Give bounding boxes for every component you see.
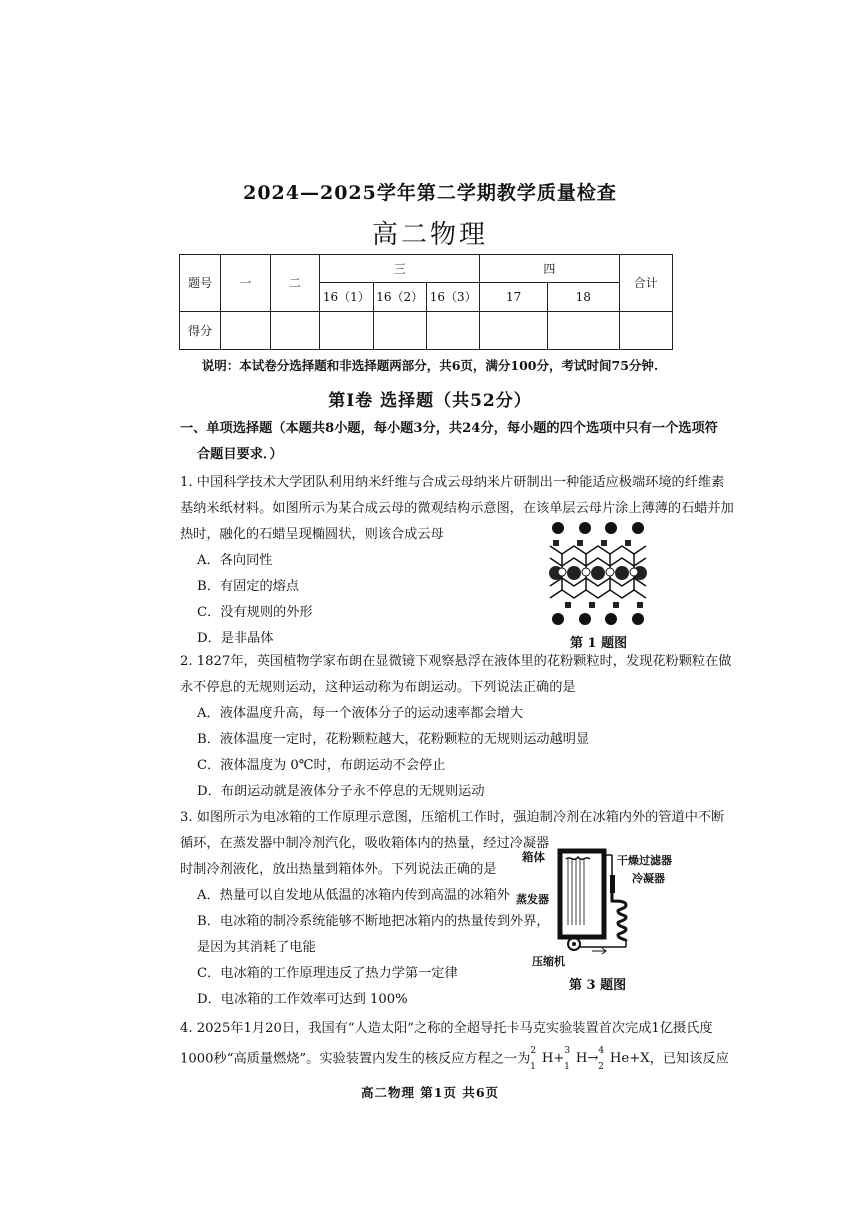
col-part-1: 一 xyxy=(221,255,270,312)
q4-line2-post: ，已知该反应 xyxy=(649,1051,729,1067)
col-part-3: 三 xyxy=(320,255,480,283)
q1-figure-caption: 第 1 题图 xyxy=(570,636,628,651)
col-total: 合计 xyxy=(619,255,673,312)
q4-line2 xyxy=(180,1043,729,1077)
fig3-label-compressor: 压缩机 xyxy=(532,955,565,968)
score-cell[interactable] xyxy=(426,311,479,349)
col-18: 18 xyxy=(547,283,619,311)
q3-option-c: C．电冰箱的工作原理违反了热力学第一定律 xyxy=(197,966,458,981)
q3-option-d: D．电冰箱的工作效率可达到 100% xyxy=(197,992,408,1007)
fig3-label-condenser: 冷凝器 xyxy=(632,872,665,885)
page-footer: 高二物理 第1页 共6页 xyxy=(360,1085,500,1100)
fig3-label-box: 箱体 xyxy=(522,850,545,864)
q3-option-a: A．热量可以自发地从低温的冰箱内传到高温的冰箱外 xyxy=(197,888,510,903)
q3-line1: 3. 如图所示为电冰箱的工作原理示意图，压缩机工作时，强迫制冷剂在冰箱内外的管道中不断 xyxy=(180,810,725,825)
score-cell[interactable] xyxy=(480,311,548,349)
col-part-2: 二 xyxy=(270,255,319,312)
q3-line2: 循环，在蒸发器中制冷剂汽化，吸收箱体内的热量，经过冷凝器 xyxy=(180,836,550,851)
score-cell[interactable] xyxy=(320,311,373,349)
score-cell[interactable] xyxy=(270,311,319,349)
col-16-3: 16（3） xyxy=(426,283,479,311)
score-table xyxy=(179,254,673,350)
part1-heading-line1: 一、单项选择题（本题共8小题，每小题3分，共24分，每小题的四个选项中只有一个选项符 xyxy=(180,421,718,436)
score-cell[interactable] xyxy=(547,311,619,349)
q1-option-d: D．是非晶体 xyxy=(197,631,274,646)
row-label-question: 题号 xyxy=(180,255,221,312)
q2-option-c: C．液体温度为 0℃时，布朗运动不会停止 xyxy=(197,758,446,773)
mica-structure-figure xyxy=(548,518,648,630)
exam-title: 2024—2025学年第二学期教学质量检查 xyxy=(243,182,617,204)
fig3-label-filter: 干燥过滤器 xyxy=(617,854,672,867)
col-part-4: 四 xyxy=(480,255,619,283)
q1-line1: 1. 中国科学技术大学团队利用纳米纤维与合成云母纳米片研制出一种能适应极端环境的纤维素 xyxy=(180,475,725,490)
q3-figure-caption: 第 3 题图 xyxy=(569,978,627,993)
q4-line1: 4. 2025年1月20日，我国有“人造太阳”之称的全超导托卡马克实验装置首次完成1亿摄氏度 xyxy=(180,1021,713,1036)
q4-line2-pre: 1000秒“高质量燃烧”。实验装置内发生的核反应方程之一为 xyxy=(180,1051,531,1067)
col-17: 17 xyxy=(480,283,548,311)
q2-option-b: B．液体温度一定时，花粉颗粒越大，花粉颗粒的无规则运动越明显 xyxy=(197,732,590,747)
row-label-score: 得分 xyxy=(180,311,221,349)
q2-line2: 永不停息的无规则运动，这种运动称为布朗运动。下列说法正确的是 xyxy=(180,680,576,695)
subject-title: 高二物理 xyxy=(371,220,488,250)
q2-option-d: D．布朗运动就是液体分子永不停息的无规则运动 xyxy=(197,784,485,799)
col-16-2: 16（2） xyxy=(373,283,426,311)
section-title: 第Ⅰ卷 选择题（共52分） xyxy=(328,391,532,411)
nuclear-equation: $^2_1$H+$^3_1$H→$^4_2$He+X xyxy=(530,1046,650,1073)
part1-heading-line2: 合题目要求．） xyxy=(197,447,283,462)
fig3-label-evaporator: 蒸发器 xyxy=(516,893,549,906)
q1-option-b: B．有固定的熔点 xyxy=(197,579,300,594)
q2-option-a: A．液体温度升高，每一个液体分子的运动速率都会增大 xyxy=(197,706,524,721)
score-cell[interactable] xyxy=(373,311,426,349)
col-16-1: 16（1） xyxy=(320,283,373,311)
q1-line3: 热时，融化的石蜡呈现椭圆状，则该合成云母 xyxy=(180,527,444,542)
q3-option-b: B．电冰箱的制冷系统能够不断地把冰箱内的热量传到外界， xyxy=(197,914,550,929)
exam-note: 说明：本试卷分选择题和非选择题两部分，共6页，满分100分，考试时间75分钟. xyxy=(201,358,659,373)
q3-option-b-cont: 是因为其消耗了电能 xyxy=(197,940,316,955)
q2-line1: 2. 1827年，英国植物学家布朗在显微镜下观察悬浮在液体里的花粉颗粒时，发现花粉颗粒在做 xyxy=(180,654,732,669)
q1-line2: 基纳米纸材料。如图所示为某合成云母的微观结构示意图，在该单层云母片涂上薄薄的石蜡并加 xyxy=(180,501,734,516)
score-cell[interactable] xyxy=(221,311,270,349)
q1-option-c: C．没有规则的外形 xyxy=(197,605,313,620)
q1-option-a: A．各向同性 xyxy=(197,553,273,568)
q3-line3: 时制冷剂液化，放出热量到箱体外。下列说法正确的是 xyxy=(180,862,497,877)
score-cell-total[interactable] xyxy=(619,311,673,349)
